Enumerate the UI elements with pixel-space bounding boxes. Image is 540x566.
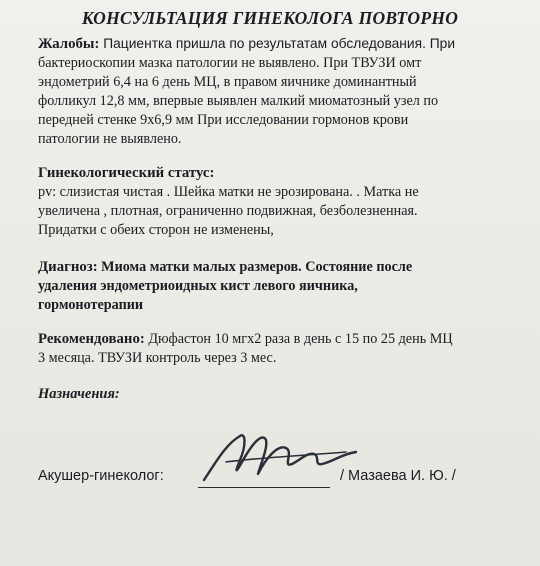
diagnosis-line: удаления эндометриоидных кист левого яичника,	[38, 278, 358, 294]
complaints-line: передней стенке 9х6,9 мм При исследовании гормонов крови	[38, 112, 409, 128]
doctor-name: / Мазаева И. Ю. /	[340, 468, 456, 484]
status-heading: Гинекологический статус:	[38, 165, 215, 181]
recommendation-line: Дюфастон 10 мгх2 раза в день с 15 по 25 день МЦ	[144, 331, 453, 347]
status-line: pv: слизистая чистая . Шейка матки не эрозирована. . Матка не	[38, 184, 419, 200]
complaints-section	[38, 34, 508, 149]
complaints-line: фолликул 12,8 мм, впервые выявлен малкий миоматозный узел по	[38, 93, 439, 109]
status-line: Придатки с обеих сторон не изменены,	[38, 222, 274, 238]
document-title: КОНСУЛЬТАЦИЯ ГИНЕКОЛОГА ПОВТОРНО	[81, 8, 459, 28]
complaints-line: бактериоскопии мазка патологии не выявлено. При ТВУЗИ омт	[38, 55, 422, 71]
complaints-heading: Жалобы:	[38, 36, 100, 52]
recommendation-line: 3 месяца. ТВУЗИ контроль через 3 мес.	[38, 350, 277, 366]
recommendation-section	[38, 330, 508, 368]
diagnosis-line: гормонотерапии	[38, 297, 144, 313]
diagnosis-line: Миома матки малых размеров. Состояние после	[97, 259, 413, 275]
diagnosis-section	[38, 258, 508, 315]
complaints-line: патологии не выявлено.	[38, 131, 182, 147]
gynecological-status-section	[38, 164, 508, 240]
complaints-line: Пациентка пришла по результатам обследования. При	[99, 36, 456, 51]
recommendation-heading: Рекомендовано:	[38, 331, 145, 347]
prescriptions-label: Назначения:	[38, 386, 120, 402]
status-line: увеличена , плотная, ограниченно подвижная, безболезненная.	[38, 203, 418, 219]
signature-role: Акушер-гинеколог:	[38, 468, 164, 484]
diagnosis-heading: Диагноз:	[38, 259, 98, 275]
handwritten-signature-icon	[196, 422, 366, 502]
complaints-line: эндометрий 6,4 на 6 день МЦ, в правом яичнике доминантный	[38, 74, 417, 90]
